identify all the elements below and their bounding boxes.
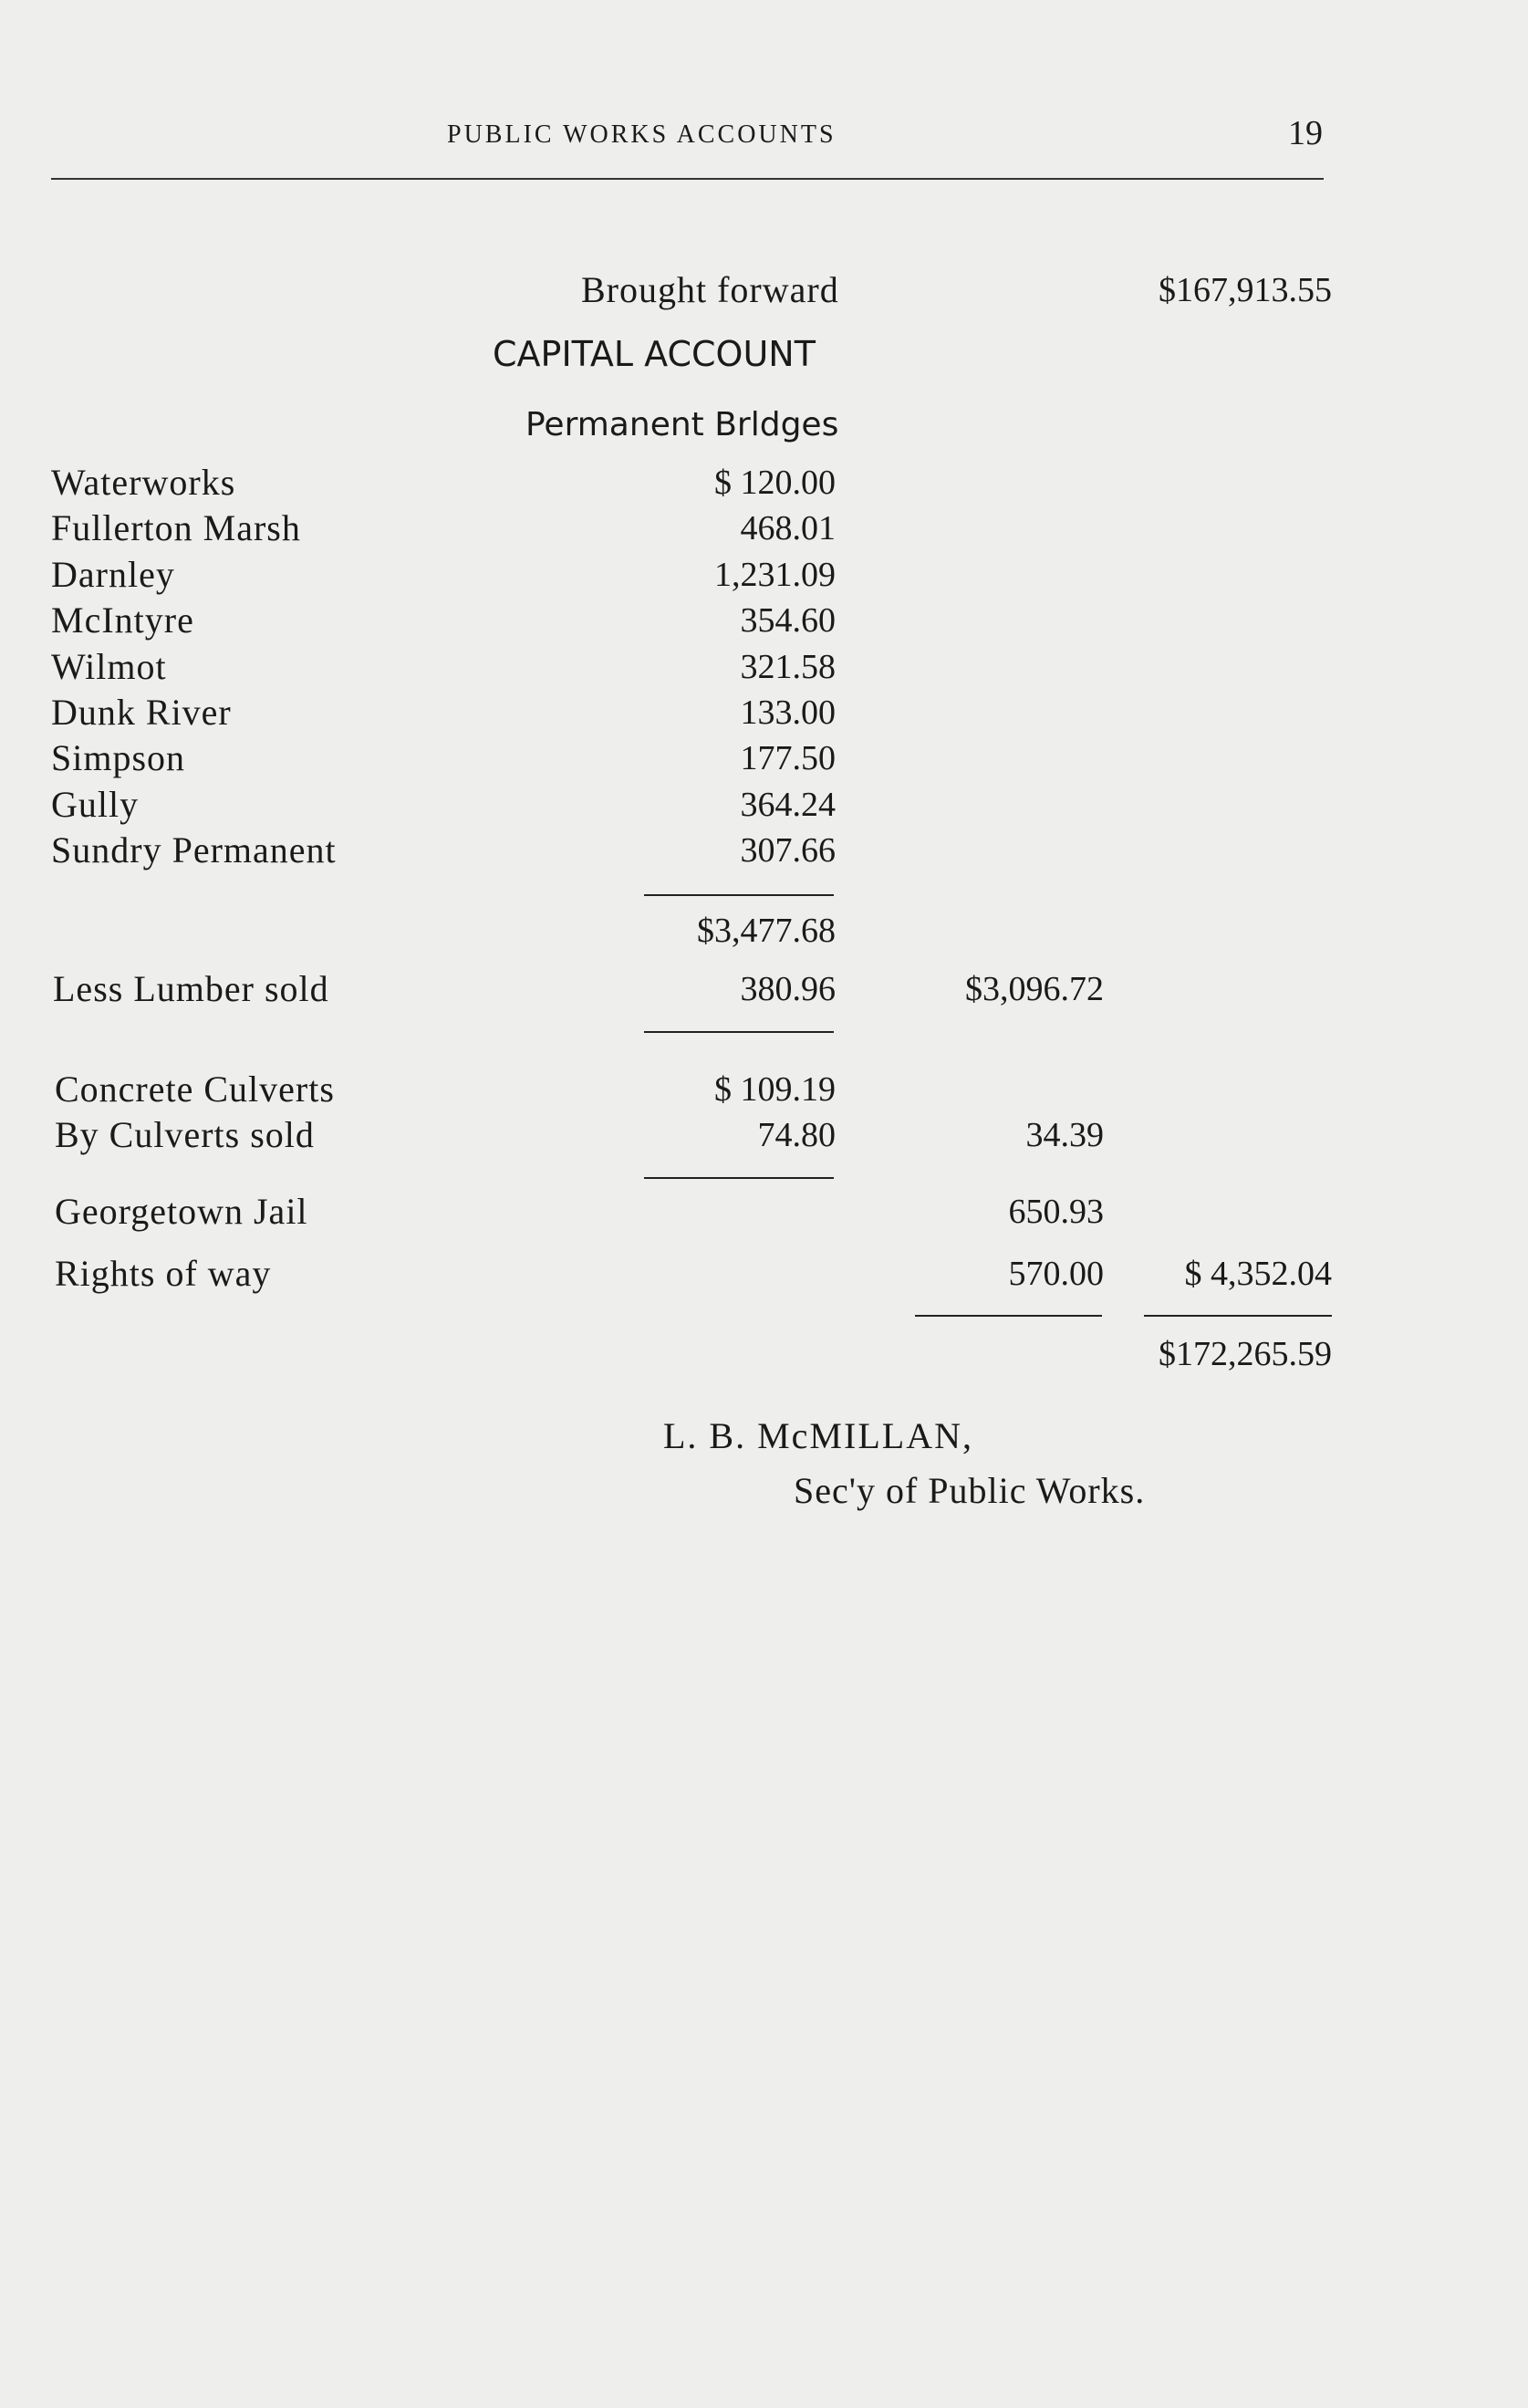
jail-amount: 650.93 bbox=[1008, 1193, 1104, 1231]
bridge-name: Darnley bbox=[51, 554, 175, 595]
lumber-label: Less Lumber sold bbox=[53, 968, 329, 1009]
brought-forward-amount: $167,913.55 bbox=[1159, 271, 1332, 309]
signature-title: Sec'y of Public Works. bbox=[794, 1470, 1146, 1511]
bridge-amount: 1,231.09 bbox=[714, 556, 836, 594]
bridge-amount: 133.00 bbox=[740, 693, 836, 732]
permanent-bridges-subheading: Permanent Brldges bbox=[525, 406, 839, 443]
subtotal-rule bbox=[644, 894, 834, 896]
subtotal-rule bbox=[644, 1031, 834, 1033]
concrete-culverts-amount: $ 109.19 bbox=[714, 1070, 836, 1109]
bridge-amount: 321.58 bbox=[740, 648, 836, 686]
rights-label: Rights of way bbox=[55, 1253, 272, 1294]
brought-forward-label: Brought forward bbox=[581, 269, 839, 310]
culverts-sold-label: By Culverts sold bbox=[55, 1114, 315, 1155]
rights-total: $ 4,352.04 bbox=[1184, 1255, 1332, 1293]
rights-amount: 570.00 bbox=[1008, 1255, 1104, 1293]
total-rule bbox=[1144, 1315, 1332, 1317]
culverts-sold-amount: 74.80 bbox=[757, 1116, 836, 1154]
bridge-name: Gully bbox=[51, 784, 140, 825]
bridge-amount: 468.01 bbox=[740, 509, 836, 547]
total-rule bbox=[915, 1315, 1102, 1317]
grand-total: $172,265.59 bbox=[1159, 1335, 1332, 1373]
concrete-culverts-label: Concrete Culverts bbox=[55, 1068, 335, 1110]
bridge-amount: 364.24 bbox=[740, 786, 836, 824]
bridge-name: Dunk River bbox=[51, 692, 232, 733]
bridge-amount: 177.50 bbox=[740, 739, 836, 777]
lumber-amount: 380.96 bbox=[740, 970, 836, 1008]
bridge-amount: $ 120.00 bbox=[714, 464, 836, 502]
bridge-name: McIntyre bbox=[51, 599, 194, 641]
header-rule bbox=[51, 178, 1324, 180]
bridge-amount: 354.60 bbox=[740, 601, 836, 640]
bridge-name: Wilmot bbox=[51, 646, 167, 687]
bridge-name: Simpson bbox=[51, 737, 186, 778]
bridge-name: Sundry Permanent bbox=[51, 829, 337, 870]
lumber-net: $3,096.72 bbox=[965, 970, 1104, 1008]
bridges-total: $3,477.68 bbox=[697, 912, 836, 950]
bridge-name: Waterworks bbox=[51, 462, 236, 503]
capital-account-heading: CAPITAL ACCOUNT bbox=[493, 334, 816, 374]
subtotal-rule bbox=[644, 1177, 834, 1179]
bridge-amount: 307.66 bbox=[740, 831, 836, 870]
running-header: PUBLIC WORKS ACCOUNTS bbox=[447, 120, 837, 149]
signature-name: L. B. McMILLAN, bbox=[663, 1415, 973, 1456]
culverts-net: 34.39 bbox=[1025, 1116, 1104, 1154]
page-number: 19 bbox=[1288, 114, 1323, 152]
jail-label: Georgetown Jail bbox=[55, 1191, 308, 1232]
bridge-name: Fullerton Marsh bbox=[51, 507, 301, 548]
